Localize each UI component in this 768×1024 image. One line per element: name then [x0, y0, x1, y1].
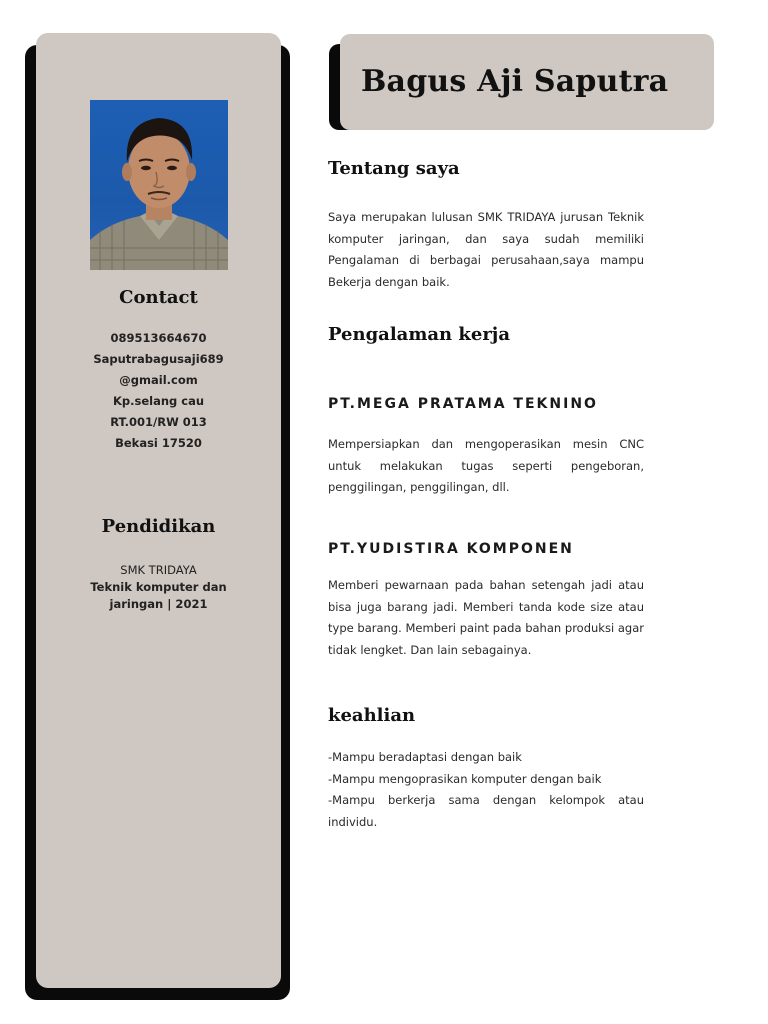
- job-company-1: PT.MEGA PRATAMA TEKNINO: [328, 396, 598, 412]
- contact-address-line2: RT.001/RW 013: [110, 415, 207, 429]
- job-description-1: Mempersiapkan dan mengoperasikan mesin CNC untuk melakukan tugas seperti pengeboran, penggilingan, penggilingan, dll.: [328, 437, 644, 494]
- about-heading: Tentang saya: [328, 158, 460, 179]
- job-description-2: Memberi pewarnaan pada bahan setengah jadi atau bisa juga barang jadi. Memberi tanda kode size atau type barang. Memberi paint pada bahan produksi agar tidak lengket. Dan lain sebagainya.: [328, 578, 644, 657]
- education-school: SMK TRIDAYA: [120, 563, 197, 577]
- education-heading: Pendidikan: [101, 516, 216, 537]
- skill-item: -Mampu mengoprasikan komputer dengan baik: [328, 771, 602, 786]
- contact-address-line3: Bekasi 17520: [115, 436, 202, 450]
- contact-email-line2: @gmail.com: [119, 373, 198, 387]
- profile-photo: [90, 100, 228, 270]
- skills-heading: keahlian: [328, 705, 416, 726]
- job-company-2: PT.YUDISTIRA KOMPONEN: [328, 541, 574, 557]
- education-major: Teknik komputer dan: [90, 580, 227, 594]
- sidebar: [36, 33, 281, 988]
- skill-item: -Mampu berkerja sama dengan kelompok atau individu.: [328, 793, 644, 829]
- contact-address-line1: Kp.selang cau: [112, 394, 205, 408]
- skill-item: -Mampu beradaptasi dengan baik: [328, 750, 522, 764]
- contact-phone: 089513664670: [110, 331, 207, 345]
- skills-list: [328, 747, 644, 833]
- contact-details: [36, 328, 281, 454]
- contact-email-line1: Saputrabagusaji689: [93, 352, 224, 366]
- about-text: Saya merupakan lulusan SMK TRIDAYA jurusan Teknik komputer jaringan, dan saya sudah memiliki Pengalaman di berbagai perusahaan,saya mampu Bekerja dengan baik.: [328, 210, 644, 289]
- contact-heading: Contact: [119, 287, 198, 308]
- experience-heading: Pengalaman kerja: [328, 324, 510, 345]
- education-details: [36, 562, 281, 613]
- person-name: Bagus Aji Saputra: [361, 64, 669, 99]
- education-year: jaringan | 2021: [109, 597, 208, 611]
